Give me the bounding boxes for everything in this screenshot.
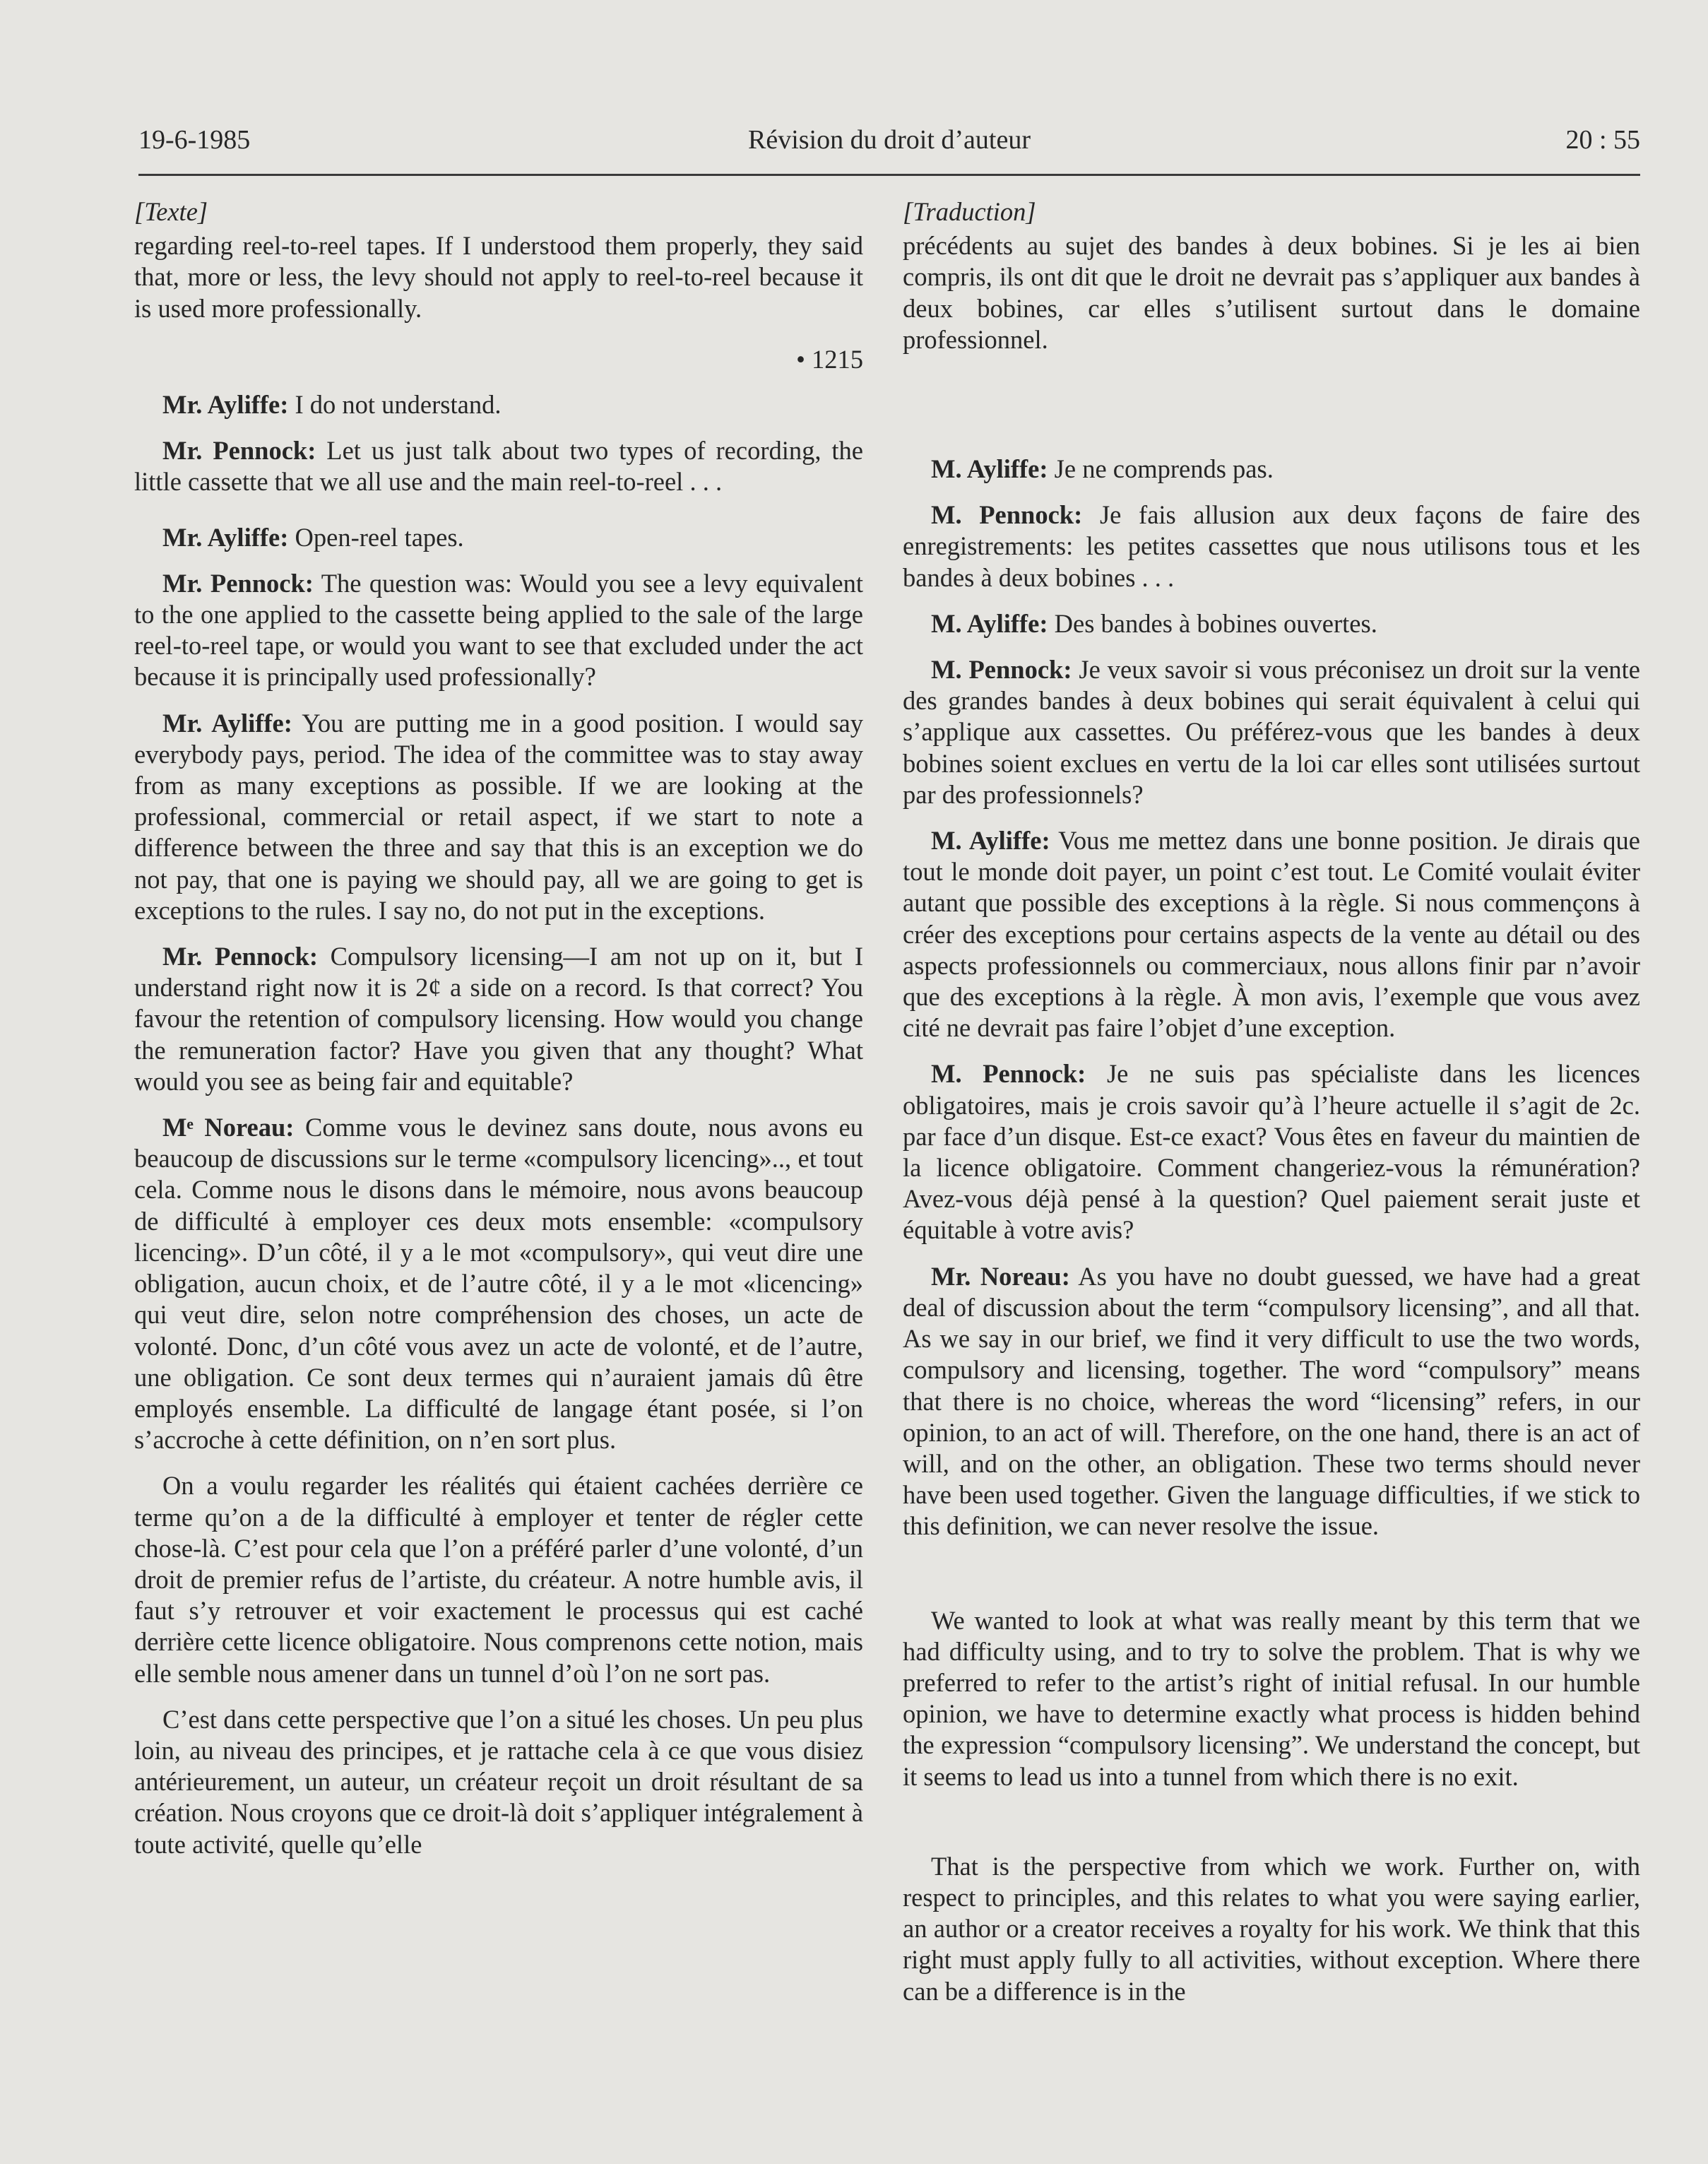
left-column-tag: [Texte] — [134, 197, 208, 226]
speaker-name: M. Ayliffe: — [931, 608, 1048, 638]
left-paragraph-9: C’est dans cette perspective que l’on a situé les choses. Un peu plus loin, au niveau des principes, et je rattache cela à ce que vous disiez antérieurement, un auteur, un créateur reçoit un droit résultant de sa création. Nous croyons que ce droit-là doit s’appliquer intégralement à toute activité, quelle qu’elle — [134, 1704, 863, 1859]
speech-text: I do not understand. — [288, 390, 502, 420]
speech-text: Comme vous le devinez sans doute, nous avons eu beaucoup de discussions sur le terme «compulsory licencing».., et tout cela. Comme nous le disons dans le mémoire, nous avons beaucoup de difficulté à employer ces deux mots ensemble: «compulsory licencing». D’un côté, il y a le mot «compulsory», qui veut dire une obligation, aucun choix, et de l’autre côté, il y a le mot «licencing» qui veut dire, selon notre compréhension des choses, un acte de volonté. Donc, d’un côté vous avez un acte de volonté, et de l’autre, une obligation. Ce sont deux termes qui n’auraient jamais dû être employés ensemble. La difficulté de langage étant posée, si l’on s’accroche à cette définition, on n’en sort plus. — [134, 1113, 863, 1455]
speech-text: Je fais allusion aux deux façons de faire des enregistrements: les petites cassettes que nous utilisons tous et les bandes à deux bobines . . . — [903, 500, 1640, 592]
header-page-number: 20 : 55 — [1565, 125, 1640, 155]
spacer — [903, 370, 1640, 454]
spacer — [903, 1557, 1640, 1605]
left-paragraph-4 — [134, 568, 863, 693]
speaker-name: Mr. Ayliffe: — [162, 522, 289, 552]
right-paragraph-8: We wanted to look at what was really meant by this term that we had difficulty using, and to try to solve the problem. That is why we preferred to refer to the artist’s right of initial refusal. In our humble opinion, we have to determine exactly what process is hidden behind the expression “compulsory licensing”. We understand the concept, but it seems to lead us into a tunnel from which there is no exit. — [903, 1605, 1640, 1791]
right-paragraph-4 — [903, 654, 1640, 810]
header-title: Révision du droit d’auteur — [748, 125, 1031, 155]
speaker-name: M. Pennock: — [931, 500, 1083, 530]
speaker-name: Mr. Pennock: — [162, 436, 316, 466]
speech-text: Je ne suis pas spécialiste dans les licences obligatoires, mais je crois savoir qu’à l’heure actuelle il s’agit de 2c. par face d’un disque. Est-ce exact? Vous êtes en faveur du maintien de la licence obligatoire. Comment changeriez-vous la rémunération? Avez-vous déjà pensé à la question? Quel paiement serait juste et équitable à votre avis? — [903, 1059, 1641, 1245]
right-paragraph-7 — [903, 1261, 1640, 1542]
left-paragraph-0: regarding reel-to-reel tapes. If I understood them properly, they said that, more or less, the levy should not apply to reel-to-reel because it is used more professionally. — [134, 231, 863, 323]
speech-text: Vous me mettez dans une bonne position. Je dirais que tout le monde doit payer, un point c’est tout. Le Comité voulait éviter autant que possible des exceptions à la règle. Si nous commençons à créer des exceptions pour certains aspects de la vente au détail ou des aspects professionnels ou commerciaux, nous allons finir par n’avoir que des exceptions à la règle. À mon avis, l’exemple que vous avez cité ne devrait pas faire l’objet d’une exception. — [903, 826, 1640, 1043]
right-paragraph-1 — [903, 454, 1640, 485]
speech-text: As you have no doubt guessed, we have had a great deal of discussion about the term “compulsory licensing”, and all that. As we say in our brief, we find it very difficult to use the two words, compulsory and licensing, together. The word “compulsory” means that there is no choice, whereas the word “licensing” refers, in our opinion, to an act of will. Therefore, on the one hand, there is an act of will, and on the other, an obligation. These two terms should never have been used together. Given the language difficulties, if we stick to this definition, we can never resolve the issue. — [903, 1261, 1640, 1541]
speaker-name: Mr. Ayliffe: — [162, 708, 292, 738]
speaker-name: Mᵉ Noreau: — [162, 1113, 295, 1142]
speech-text: Open-reel tapes. — [288, 522, 464, 552]
time-marker: • 1215 — [796, 344, 863, 374]
speaker-name: Mr. Pennock: — [162, 942, 319, 971]
speech-text: Je veux savoir si vous préconisez un droit sur la vente des grandes bandes à deux bobines qui serait équivalent à celui qui s’applique aux cassettes. Ou préférez-vous que les bandes à deux bobines soient exclues en vertu de la loi car elles sont utilisées surtout par des professionnels? — [903, 655, 1640, 809]
left-column — [134, 196, 863, 1875]
speech-text: You are putting me in a good position. I would say everybody pays, period. The idea of the committee was to stay away from as many exceptions as possible. If we are looking at the professional, commercial or retail aspect, if we start to note a difference between the three and say that this is an exception we do not pay, that one is paying we should pay, all we are going to get is exceptions to the rules. I say no, do not put in the exceptions. — [134, 708, 863, 925]
speech-text: Je ne comprends pas. — [1048, 454, 1274, 484]
speech-text: Let us just talk about two types of recording, the little cassette that we all use and the main reel-to-reel . . . — [134, 436, 863, 497]
right-paragraph-0: précédents au sujet des bandes à deux bobines. Si je les ai bien compris, ils ont dit que le droit ne devrait pas s’appliquer aux bandes à deux bobines, car elles s’utilisent surtout dans le domaine professionnel. — [903, 231, 1640, 354]
right-paragraph-6 — [903, 1058, 1640, 1246]
header-date: 19-6-1985 — [138, 125, 251, 155]
left-paragraph-8: On a voulu regarder les réalités qui étaient cachées derrière ce terme qu’on a de la difficulté à employer et tenter de régler cette chose-là. C’est pour cela que l’on a préféré parler d’une volonté, d’un droit de premier refus de l’artiste, du créateur. A notre humble avis, il faut s’y retrouver et voir exactement le processus qui est caché derrière cette licence obligatoire. Nous comprenons cette notion, mais elle semble nous amener dans un tunnel d’où l’on ne sort pas. — [134, 1471, 863, 1688]
speech-text: Compulsory licensing—I am not up on it, but I understand right now it is 2¢ a side on a record. Is that correct? You favour the retention of compulsory licensing. How would you change the remuneration factor? Have you given that any thought? What would you see as being fair and equitable? — [134, 942, 863, 1096]
speaker-name: Mr. Ayliffe: — [162, 390, 289, 420]
left-paragraph-1 — [134, 389, 863, 420]
right-paragraph-9: That is the perspective from which we work. Further on, with respect to principles, and this relates to what you were saying earlier, an author or a creator receives a royalty for his work. We think that this right must apply fully to all activities, without exception. Where there can be a difference is in the — [903, 1851, 1640, 2006]
speaker-name: Mr. Pennock: — [162, 568, 314, 598]
speaker-name: Mr. Noreau: — [931, 1261, 1070, 1291]
speaker-name: M. Pennock: — [931, 655, 1072, 685]
left-paragraph-3 — [134, 522, 863, 553]
left-paragraph-2 — [134, 435, 863, 497]
right-column-tag: [Traduction] — [903, 197, 1036, 226]
right-paragraph-5 — [903, 825, 1640, 1043]
left-paragraph-6 — [134, 941, 863, 1097]
page-header — [138, 119, 1640, 176]
right-paragraph-2 — [903, 499, 1640, 593]
left-paragraph-5 — [134, 708, 863, 926]
speaker-name: M. Ayliffe: — [931, 826, 1050, 856]
speech-text: The question was: Would you see a levy equivalent to the one applied to the cassette being applied to the sale of the large reel-to-reel tape, or would you want to see that excluded under the act because it is principally used professionally? — [134, 568, 863, 692]
right-paragraph-3 — [903, 608, 1640, 639]
right-column — [903, 196, 1640, 2022]
speech-text: Des bandes à bobines ouvertes. — [1048, 608, 1377, 638]
speaker-name: M. Pennock: — [931, 1059, 1086, 1089]
spacer — [903, 1807, 1640, 1851]
speaker-name: M. Ayliffe: — [931, 454, 1048, 484]
left-paragraph-7 — [134, 1112, 863, 1455]
